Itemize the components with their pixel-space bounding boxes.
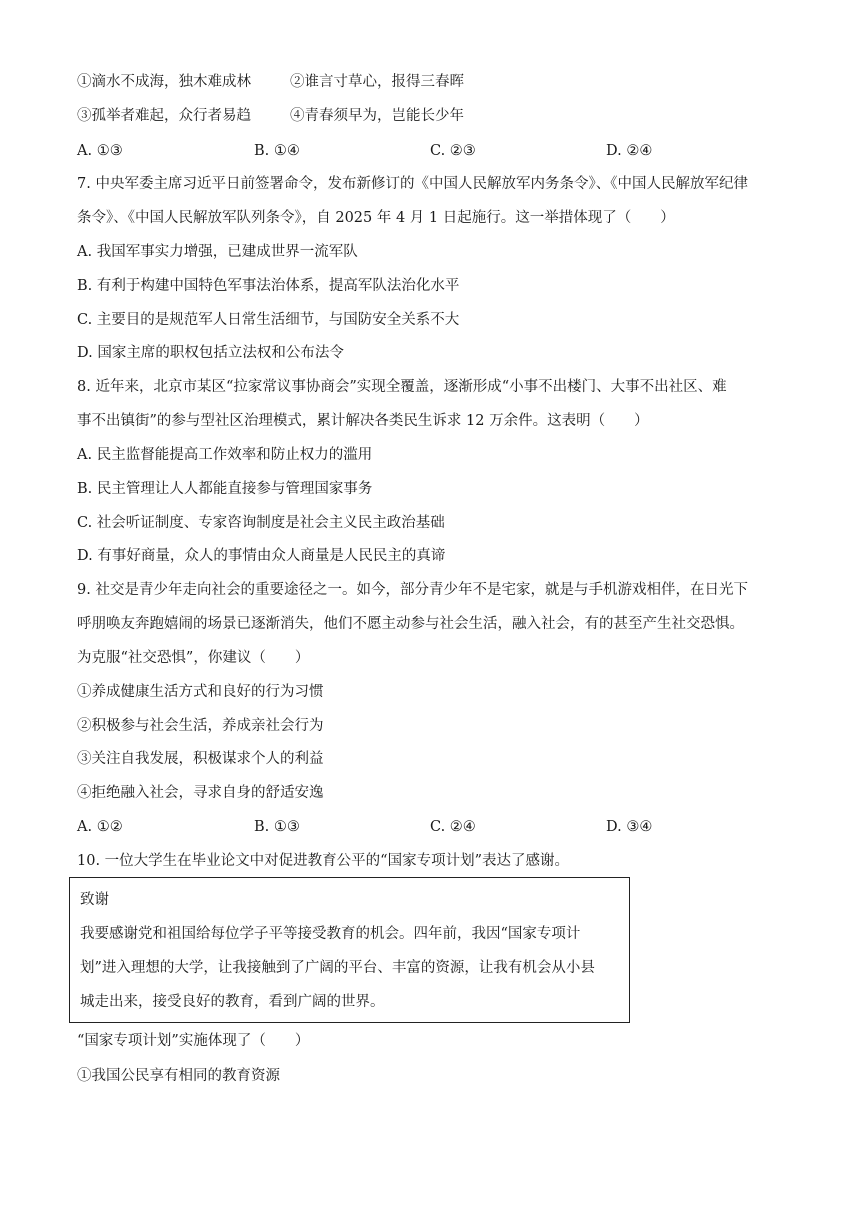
- q6-option-a: A. ①③: [77, 143, 123, 159]
- q8-option-c: C. 社会听证制度、专家咨询制度是社会主义民主政治基础: [77, 515, 445, 531]
- q7-option-a: A. 我国军事实力增强，已建成世界一流军队: [77, 244, 358, 260]
- acknowledgement-line-1: 我要感谢党和祖国给每位学子平等接受教育的机会。四年前，我因“国家专项计: [80, 926, 581, 942]
- q9-option-d: D. ③④: [606, 819, 653, 835]
- q9-item-4: ④拒绝融入社会，寻求自身的舒适安逸: [77, 785, 324, 801]
- q8-stem-line-2: 事不出镇街”的参与型社区治理模式，累计解决各类民生诉求 12 万余件。这表明（ ）: [77, 413, 649, 429]
- q9-stem-line-3: 为克服“社交恐惧”，你建议（ ）: [77, 650, 310, 666]
- q7-stem-line-1: 7. 中央军委主席习近平日前签署命令，发布新修订的《中国人民解放军内务条令》、《中国人民解放军纪律: [77, 176, 748, 192]
- q6-option-c: C. ②③: [430, 143, 476, 159]
- q8-option-d: D. 有事好商量，众人的事情由众人商量是人民民主的真谛: [77, 548, 446, 564]
- q10-stem: 10. 一位大学生在毕业论文中对促进教育公平的“国家专项计划”表达了感谢。: [77, 853, 569, 869]
- q7-option-d: D. 国家主席的职权包括立法权和公布法令: [77, 345, 344, 361]
- q9-stem-line-1: 9. 社交是青少年走向社会的重要途径之一。如今，部分青少年不是宅家，就是与手机游戏相伴，在日光下: [77, 582, 748, 598]
- q6-item-2: ②谁言寸草心，报得三春晖: [290, 74, 464, 90]
- acknowledgement-title: 致谢: [80, 892, 109, 908]
- q9-option-c: C. ②④: [430, 819, 476, 835]
- q9-option-a: A. ①②: [77, 819, 123, 835]
- q7-option-b: B. 有利于构建中国特色军事法治体系，提高军队法治化水平: [77, 278, 460, 294]
- q6-item-1: ①滴水不成海，独木难成林: [77, 74, 251, 90]
- q6-option-d: D. ②④: [606, 143, 653, 159]
- q9-option-b: B. ①③: [254, 819, 300, 835]
- q7-option-c: C. 主要目的是规范军人日常生活细节，与国防安全关系不大: [77, 312, 460, 328]
- acknowledgement-line-3: 城走出来，接受良好的教育，看到广阔的世界。: [80, 994, 385, 1010]
- q9-item-1: ①养成健康生活方式和良好的行为习惯: [77, 684, 324, 700]
- q9-item-2: ②积极参与社会生活，养成亲社会行为: [77, 718, 324, 734]
- q10-question: “国家专项计划”实施体现了（ ）: [77, 1033, 310, 1049]
- acknowledgement-line-2: 划”进入理想的大学，让我接触到了广阔的平台、丰富的资源，让我有机会从小县: [80, 960, 595, 976]
- q7-stem-line-2: 条令》、《中国人民解放军队列条令》，自 2025 年 4 月 1 日起施行。这一举措体现了（ ）: [77, 210, 675, 226]
- q9-item-3: ③关注自我发展，积极谋求个人的利益: [77, 751, 324, 767]
- q8-option-a: A. 民主监督能提高工作效率和防止权力的滥用: [77, 447, 373, 463]
- q6-option-b: B. ①④: [254, 143, 300, 159]
- acknowledgement-box: [69, 877, 630, 1023]
- q10-item-1: ①我国公民享有相同的教育资源: [77, 1068, 280, 1084]
- q8-stem-line-1: 8. 近年来，北京市某区“拉家常议事协商会”实现全覆盖，逐渐形成“小事不出楼门、大事不出社区、难: [77, 379, 727, 395]
- q9-stem-line-2: 呼朋唤友奔跑嬉闹的场景已逐渐消失，他们不愿主动参与社会生活，融入社会，有的甚至产生社交恐惧。: [77, 616, 744, 632]
- q6-item-3: ③孤举者难起，众行者易趋: [77, 108, 251, 124]
- q8-option-b: B. 民主管理让人人都能直接参与管理国家事务: [77, 481, 373, 497]
- q6-item-4: ④青春须早为，岂能长少年: [290, 108, 464, 124]
